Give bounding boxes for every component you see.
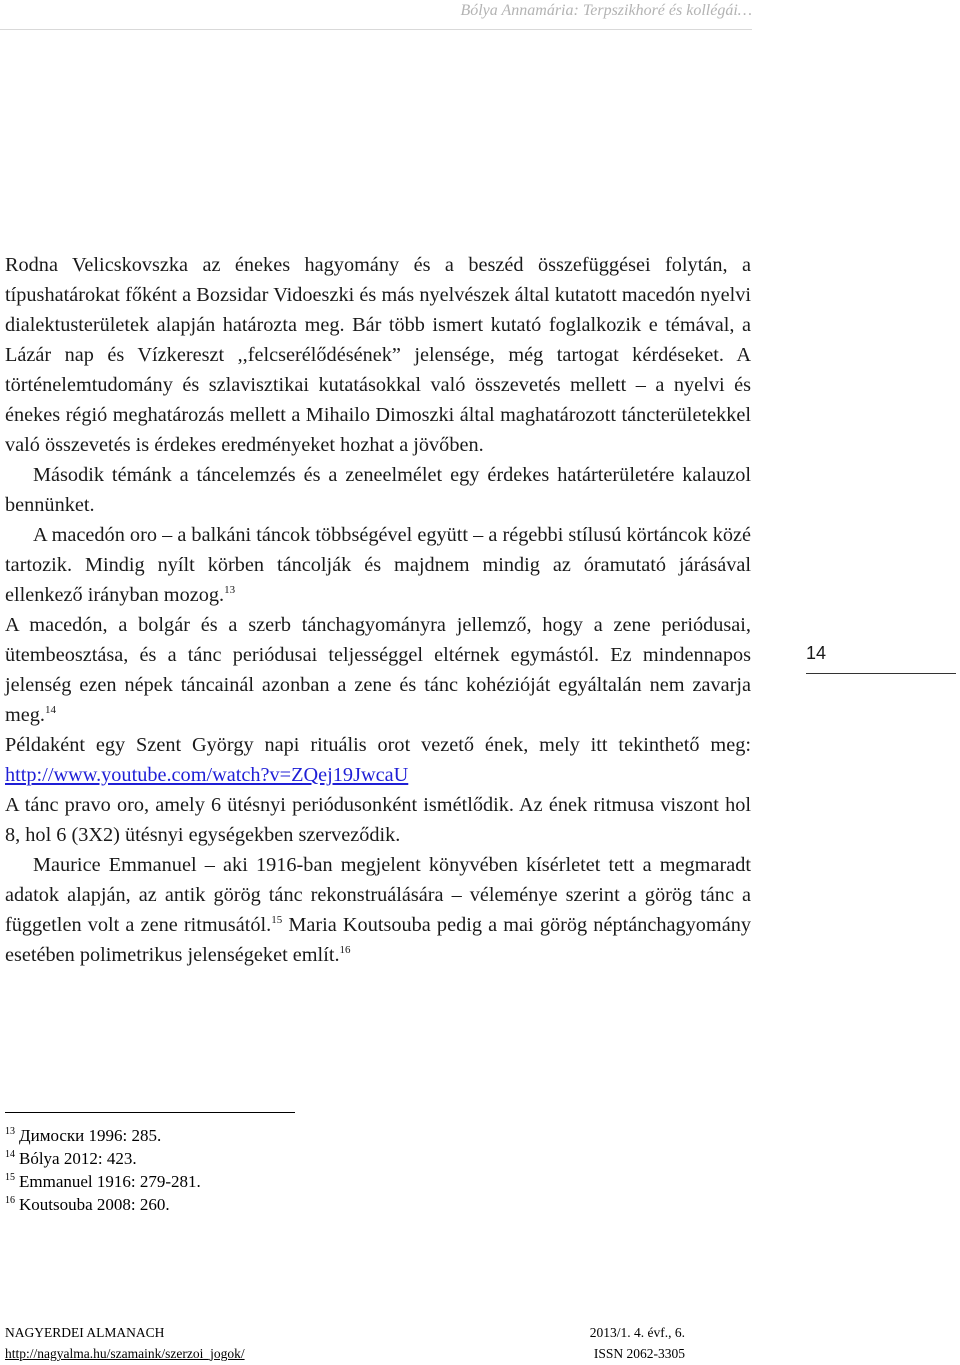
footer-row-1 <box>5 1322 685 1343</box>
paragraph-2: Második témánk a táncelemzés és a zeneelmélet egy érdekes határterületére kalauzol bennünket. <box>5 464 751 516</box>
footnote-15 <box>5 1170 201 1193</box>
paragraph-7-part-b: Maria Koutsouba pedig a mai görög néptánchagyomány esetében polimetrikus jelenségeket említ. <box>5 914 751 966</box>
footnote-ref-16[interactable]: 16 <box>339 944 351 956</box>
paragraph-3-text: A macedón oro – a balkáni táncok többségével együtt – a régebbi stílusú körtáncok közé tartozik. Mindig nyílt körben táncolják és majdnem mindig az óramutató járásával ellenkező irányban mozog. <box>5 524 751 606</box>
footer-row-2 <box>5 1343 685 1364</box>
page-number: 14 <box>806 643 827 663</box>
footnote-text: Димоски 1996: 285. <box>19 1126 162 1145</box>
paragraph-3 <box>5 520 751 610</box>
paragraph-6: A tánc pravo oro, amely 6 ütésnyi periódusonként ismétlődik. Az ének ritmusa viszont hol 8, hol 6 (3X2) ütésnyi egységekben szerveződik. <box>5 794 751 846</box>
running-header: Bólya Annamária: Terpszikhoré és kollégái… <box>460 2 752 19</box>
youtube-link[interactable]: http://www.youtube.com/watch?v=ZQej19JwcaU <box>5 764 409 786</box>
page-number-rule <box>806 673 956 674</box>
paragraph-5-text: Példaként egy Szent György napi rituális orot vezető ének, mely itt tekinthető meg: <box>5 734 751 756</box>
paragraph-1-part-b: A történelemtudomány és szlavisztikai kutatásokkal való összevetés mellett – a nyelvi és énekes régió meghatározás mellett a Mihailo Dimoszki által maghatározott táncterületekkel való összevetés is érdekes eredményeket hozhat a jövőben. <box>5 344 751 456</box>
footnote-number: 15 <box>5 1172 15 1183</box>
issn: ISSN 2062-3305 <box>593 1346 685 1361</box>
footnote-number: 14 <box>5 1149 15 1160</box>
footnote-number: 16 <box>5 1195 15 1206</box>
footnote-text: Koutsouba 2008: 260. <box>19 1195 170 1214</box>
footnotes <box>5 1124 201 1216</box>
footnote-ref-15[interactable]: 15 <box>271 914 283 926</box>
paragraph-4 <box>5 610 751 730</box>
paragraph-7-part-a: Maurice Emmanuel – aki 1916-ban megjelent könyvében kísérletet tett a megmaradt adatok alapján, az antik görög tánc rekonstruálására – véleménye szerint a görög tánc a független volt a zene ritmusától. <box>5 854 751 936</box>
footnote-ref-14[interactable]: 14 <box>45 704 56 716</box>
footnote-text: Emmanuel 1916: 279-281. <box>19 1172 201 1191</box>
footnote-ref-13[interactable]: 13 <box>224 584 236 596</box>
body-text <box>5 250 751 970</box>
footnote-16 <box>5 1193 201 1216</box>
paragraph-1 <box>5 250 751 460</box>
footnote-text: Bólya 2012: 423. <box>19 1149 137 1168</box>
footnote-14 <box>5 1147 201 1170</box>
paragraph-7 <box>5 850 751 970</box>
paragraph-5 <box>5 730 751 790</box>
issue-info: 2013/1. 4. évf., 6. <box>589 1325 685 1340</box>
footnote-rule <box>5 1112 295 1113</box>
paragraph-1-part-a: Rodna Velicskovszka az énekes hagyomány és a beszéd összefüggései folytán, a típushatárokat főként a Bozsidar Vidoeszki és más nyelvészek által kutatott macedón nyelvi dialektusterületek alapján határozta meg. Bár több ismert kutató foglalkozik e témával, a Lázár nap és Vízkereszt ,,felcserélődésének” jelensége, még tartogat kérdéseket. <box>5 254 751 366</box>
journal-name: NAGYERDEI ALMANACH <box>5 1325 165 1340</box>
footnote-13 <box>5 1124 201 1147</box>
copyright-link[interactable]: http://nagyalma.hu/szamaink/szerzoi_jogok/ <box>5 1346 245 1361</box>
footnote-number: 13 <box>5 1126 15 1137</box>
header-rule <box>0 29 752 30</box>
page-footer <box>5 1322 685 1364</box>
paragraph-4-text: A macedón, a bolgár és a szerb tánchagyományra jellemző, hogy a zene periódusai, ütembeosztása, és a tánc periódusai teljességgel eltérnek egymástól. Ez mindennapos jelenség ezen népek táncainál azonban a zene és tánc kohézióját egyáltalán nem zavarja meg. <box>5 614 751 726</box>
